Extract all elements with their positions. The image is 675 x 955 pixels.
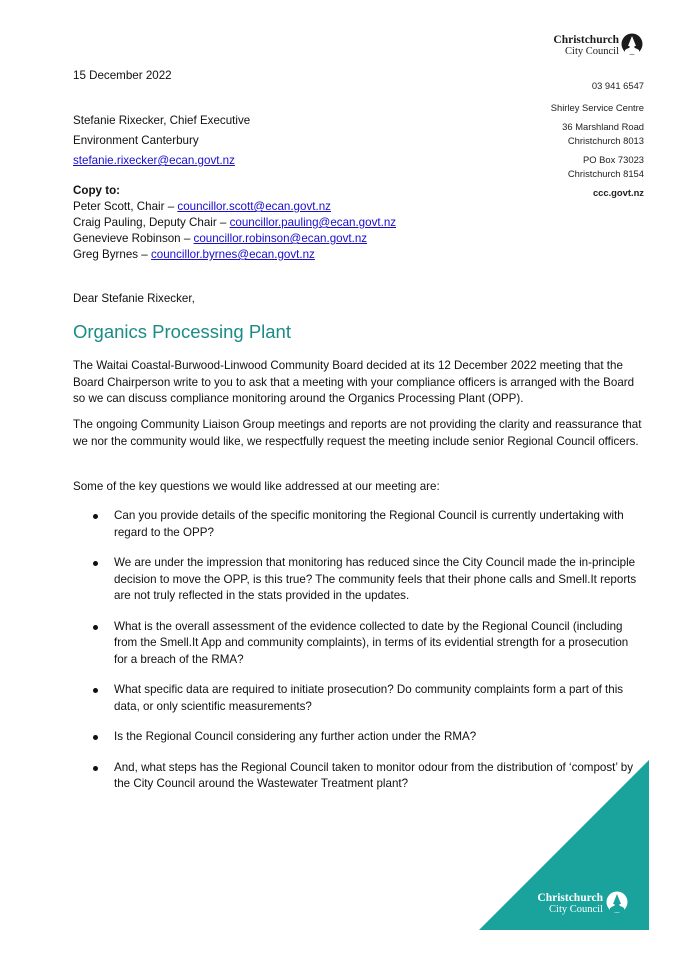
po-box: PO Box 73023 <box>583 154 644 165</box>
street-city: Christchurch 8013 <box>567 134 644 146</box>
bullet-icon <box>93 514 98 519</box>
question-text: What specific data are required to initiate prosecution? Do community complaints form a part of this data, or only scientific measurements? <box>114 683 624 713</box>
phone-number: 03 941 6547 <box>591 80 644 91</box>
recipient-block <box>73 111 250 171</box>
question-text: We are under the impression that monitoring has reduced since the City Council made the in-principle decision to move the OPP, is this true? The community feels that their phone calls and Smell.It reports are not truly reflected in the stats provided in the updates. <box>114 556 637 602</box>
recipient-org: Environment Canterbury <box>73 134 199 147</box>
copy-to-entry <box>73 199 396 215</box>
po-box-city: Christchurch 8154 <box>567 167 644 179</box>
question-item <box>73 729 638 746</box>
question-item <box>73 682 638 715</box>
copy-to-entry <box>73 247 396 263</box>
website[interactable]: ccc.govt.nz <box>592 187 644 198</box>
footer-cathedral-emblem-icon <box>606 891 628 915</box>
copy-to-name: Craig Pauling, Deputy Chair – <box>73 216 230 229</box>
copy-to-email-link[interactable]: councillor.robinson@ecan.govt.nz <box>193 232 368 245</box>
service-centre: Shirley Service Centre <box>550 101 644 113</box>
body-paragraph: The ongoing Community Liaison Group meetings and reports are not providing the clarity and reassurance that we nor the community would like, we respectfully request the meeting include senior Regional Council officers. <box>73 418 642 448</box>
question-item <box>73 619 638 669</box>
question-text: And, what steps has the Regional Council taken to monitor odour from the distribution of ‘compost’ by the City Council around the Wastewater Treatment plant? <box>114 760 633 790</box>
council-logo <box>545 33 645 59</box>
question-text: What is the overall assessment of the evidence collected to date by the Regional Council (including from the Smell.It App and community complaints), in terms of its evidential strength for a prosecution for a breach of the RMA? <box>114 619 629 666</box>
cathedral-emblem-icon <box>621 33 643 57</box>
sender-contact-block <box>484 79 644 200</box>
logo-line2: City Council <box>565 46 619 57</box>
footer-brand-triangle <box>479 760 649 930</box>
copy-to-entry <box>73 231 396 247</box>
copy-to-email-link[interactable]: councillor.scott@ecan.govt.nz <box>177 200 331 213</box>
letter-date: 15 December 2022 <box>73 69 172 82</box>
logo-line1: Christchurch <box>553 34 619 46</box>
copy-to-label: Copy to: <box>73 184 121 197</box>
question-text: Can you provide details of the specific monitoring the Regional Council is currently undertaking with regard to the OPP? <box>114 509 624 539</box>
bullet-icon <box>93 625 98 630</box>
recipient-name: Stefanie Rixecker, Chief Executive <box>73 114 251 127</box>
question-item <box>73 508 638 541</box>
bullet-icon <box>93 561 98 566</box>
copy-to-name: Genevieve Robinson – <box>73 232 194 245</box>
footer-logo-line1: Christchurch <box>537 892 603 904</box>
copy-to-name: Greg Byrnes – <box>73 248 151 261</box>
salutation: Dear Stefanie Rixecker, <box>73 292 195 305</box>
body-paragraph: Some of the key questions we would like addressed at our meeting are: <box>73 480 440 493</box>
recipient-email-link[interactable]: stefanie.rixecker@ecan.govt.nz <box>73 154 235 167</box>
question-text: Is the Regional Council considering any further action under the RMA? <box>114 730 477 743</box>
copy-to-entry <box>73 215 396 231</box>
copy-to-name: Peter Scott, Chair – <box>73 200 178 213</box>
copy-to-block <box>73 183 396 263</box>
bullet-icon <box>93 688 98 693</box>
copy-to-email-link[interactable]: councillor.byrnes@ecan.govt.nz <box>150 248 315 261</box>
question-item <box>73 555 638 605</box>
bullet-icon <box>93 766 98 771</box>
footer-logo-line2: City Council <box>549 904 603 915</box>
body-paragraph: The Waitai Coastal-Burwood-Linwood Community Board decided at its 12 December 2022 meeting that the Board Chairperson write to you to ask that a meeting with your compliance officers is arranged with the Board so we can discuss compliance monitoring around the Organics Processing Plant (OPP). <box>73 359 635 405</box>
street-address: 36 Marshland Road <box>562 121 644 132</box>
bullet-icon <box>93 735 98 740</box>
copy-to-email-link[interactable]: councillor.pauling@ecan.govt.nz <box>229 216 397 229</box>
letter-heading: Organics Processing Plant <box>73 321 291 342</box>
